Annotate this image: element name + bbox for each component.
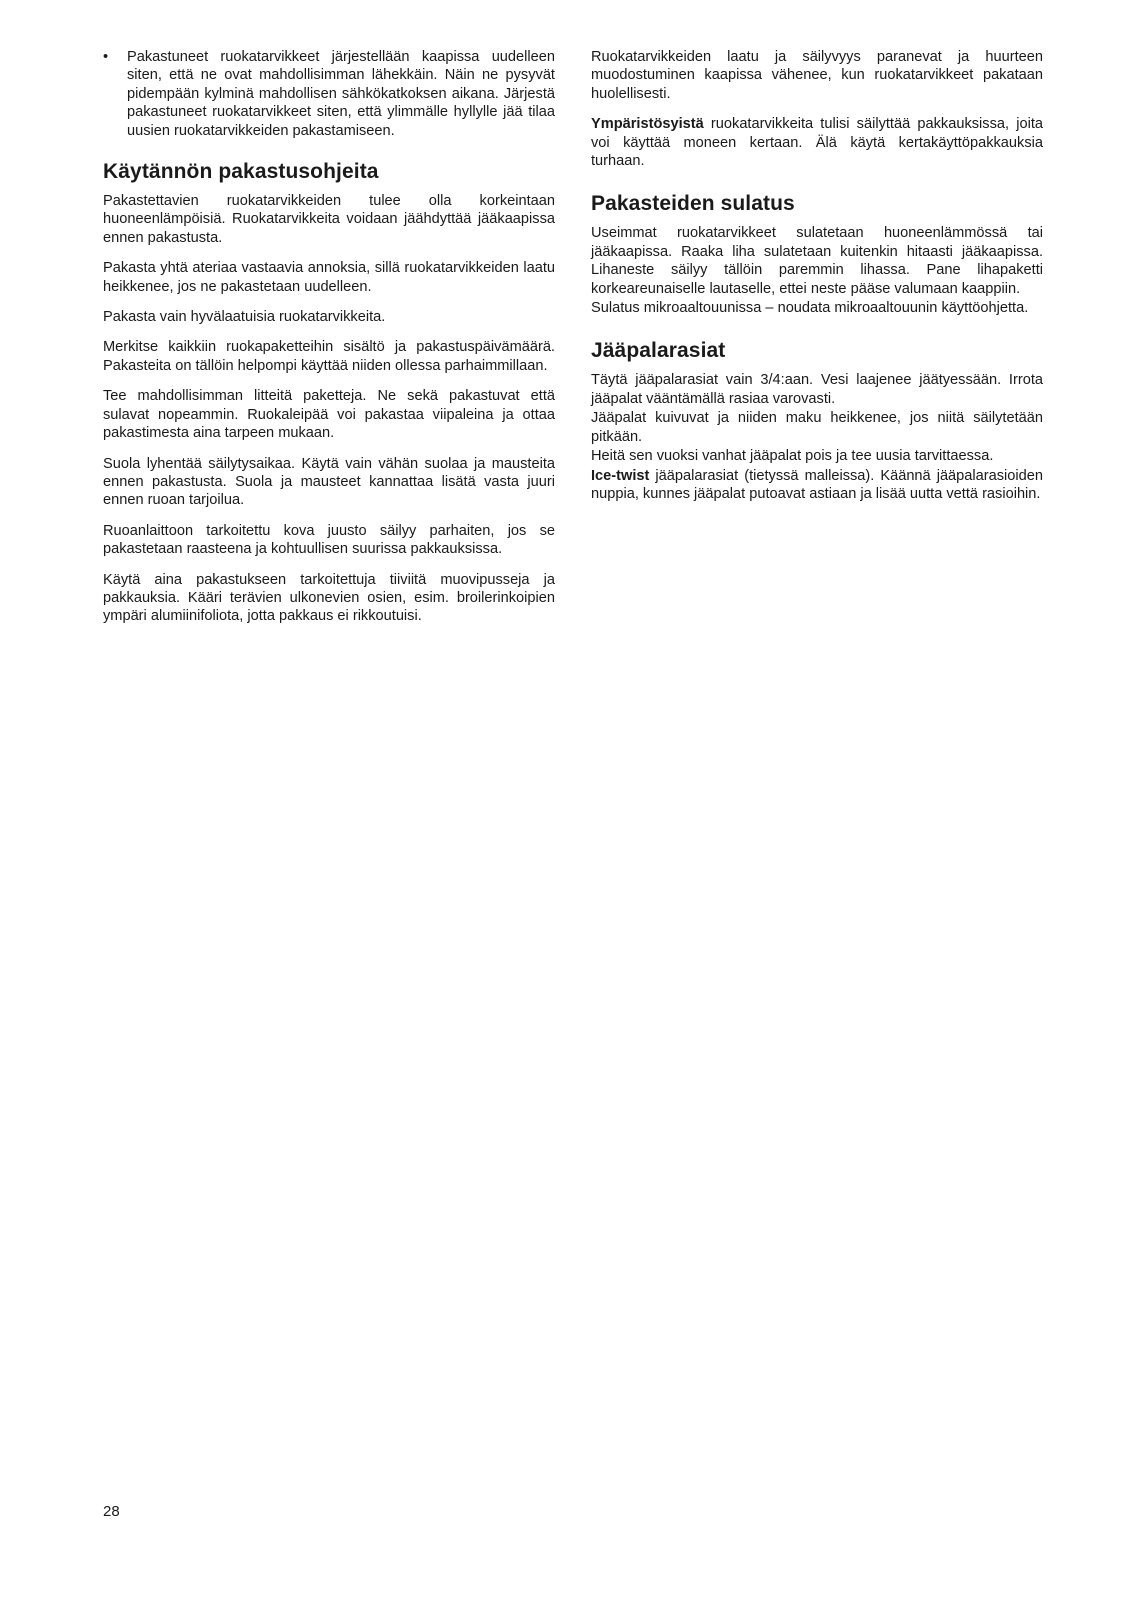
bullet-paragraph [103, 48, 555, 140]
page-number: 28 [103, 1503, 120, 1520]
paragraph-intro: Ruokatarvikkeiden laatu ja säilyvyys paranevat ja huurteen muodostuminen kaapissa vähenee, kun ruokatarvikkeet pakataan huolellisesti. [591, 49, 1043, 102]
spacer [591, 329, 1043, 339]
heading-ice-cube-trays: Jääpalarasiat [591, 339, 726, 363]
paragraph: Merkitse kaikkiin ruokapaketteihin sisältö ja pakastuspäivämäärä. Pakasteita on tällöin helpompi käyttää niiden ollessa parhaimmillaan. [103, 339, 555, 374]
paragraph: Ruoanlaittoon tarkoitettu kova juusto säilyy parhaiten, jos se pakastetaan raasteena ja kohtuullisen suurissa pakkauksissa. [103, 522, 555, 558]
paragraph: Pakastettavien ruokatarvikkeiden tulee olla korkeintaan huoneenlämpöisiä. Ruokatarvikkeita voidaan jäähdyttää jääkaapissa ennen pakastusta. [103, 193, 555, 246]
paragraph: Käytä aina pakastukseen tarkoitettuja tiiviitä muovipusseja ja pakkauksia. Kääri terävien ulkonevien osien, esim. broilerinkoipien ympäri alumiinifoliota, jotta pakkaus ei rikkoutuisi. [103, 571, 555, 625]
bullet-text: Pakastuneet ruokatarvikkeet järjestellään kaapissa uudelleen siten, että ne ovat mahdollisimman lähekkäin. Näin ne pysyvät pidempään kylminä mahdollisen sähkökatkoksen aikana. Järjestä pakastuneet ruokatarvikkeet siten, että ylimmälle hyllylle jää tilaa uusien ruokatarvikkeiden pakastamiseen. [127, 49, 555, 139]
paragraph: Heitä sen vuoksi vanhat jääpalat pois ja tee uusia tarvittaessa. [591, 448, 994, 465]
right-column [591, 48, 1043, 515]
paragraph-text: jääpalarasiat (tietyssä malleissa). Käännä jääpalarasioiden nuppia, kunnes jääpalat putoavat astiaan ja lisää uutta vettä rasioihin. [591, 467, 1043, 502]
heading-thawing: Pakasteiden sulatus [591, 192, 795, 216]
bold-term: Ympäristösyistä [591, 116, 704, 133]
paragraph: Tee mahdollisimman litteitä paketteja. Ne sekä pakastuvat että sulavat nopeammin. Ruokaleipää voi pakastaa viipaleina ja ottaa pakastimesta aina tarpeen mukaan. [103, 388, 555, 442]
heading-practical-freezing: Käytännön pakastusohjeita [103, 160, 379, 184]
paragraph: Suola lyhentää säilytysaikaa. Käytä vain vähän suolaa ja mausteita ennen pakastusta. Suola ja mausteet kannattaa lisätä vasta juuri ennen ruoan tarjoilua. [103, 455, 555, 509]
paragraph: Täytä jääpalarasiat vain 3/4:aan. Vesi laajenee jäätyessään. Irrota jääpalat vääntämällä rasiaa varovasti. [591, 372, 1043, 407]
left-column [103, 48, 555, 638]
paragraph: Pakasta yhtä ateriaa vastaavia annoksia, sillä ruokatarvikkeiden laatu heikkenee, jos ne pakastetaan uudelleen. [103, 260, 555, 295]
paragraph-environment [591, 115, 1043, 170]
bullet-marker: • [103, 49, 109, 65]
spacer [591, 182, 1043, 192]
paragraph: Pakasta vain hyvälaatuisia ruokatarvikkeita. [103, 309, 386, 326]
paragraph-ice-twist [591, 467, 1043, 504]
bold-term: Ice-twist [591, 467, 650, 484]
paragraph-text: ruokatarvikkeita tulisi säilyttää pakkauksissa, joita voi käyttää moneen kertaan. Älä käytä kertakäyttöpakkauksia turhaan. [591, 116, 1043, 170]
paragraph: Sulatus mikroaaltouunissa – noudata mikroaaltouunin käyttöohjetta. [591, 300, 1029, 317]
paragraph: Useimmat ruokatarvikkeet sulatetaan huoneenlämmössä tai jääkaapissa. Raaka liha sulatetaan kuitenkin hitaasti jääkaapissa. Lihaneste säilyy tällöin paremmin lihassa. Pane lihapaketti korkeareunaiselle lautaselle, ettei neste pääse valumaan kaappiin. [591, 225, 1043, 297]
paragraph: Jääpalat kuivuvat ja niiden maku heikkenee, jos niitä säilytetään pitkään. [591, 410, 1043, 445]
